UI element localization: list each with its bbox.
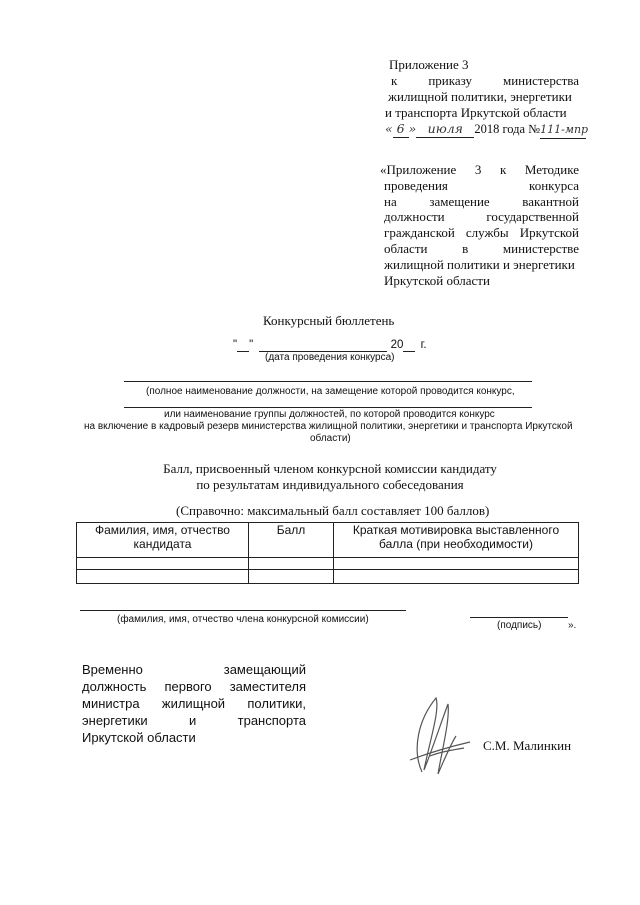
order-date-open: « <box>385 121 393 136</box>
table-row <box>77 558 579 570</box>
ballot-date-quote-close: " <box>249 339 254 351</box>
ballot-date-year-prefix: 20 <box>390 339 404 351</box>
order-appendix-word-prikazu: приказу <box>428 73 472 88</box>
official-title-line3: министра жилищной политики, <box>82 696 306 711</box>
member-name-rule <box>80 610 406 611</box>
header-score: Балл <box>249 523 334 558</box>
method-appendix-line1: «Приложение 3 к Методике <box>380 162 579 177</box>
official-title-line5: Иркутской области <box>82 730 196 745</box>
official-title-line2: должность первого заместителя <box>82 679 306 694</box>
candidate-name-cell[interactable] <box>77 558 249 570</box>
score-cell[interactable] <box>249 570 334 584</box>
header-candidate-name: Фамилия, имя, отчество кандидата <box>77 523 249 558</box>
order-appendix-line4: и транспорта Иркутской области <box>385 105 567 120</box>
position-caption: (полное наименование должности, на замещение которой проводится конкурс, <box>146 386 515 397</box>
official-title-line4: энергетики и транспорта <box>82 713 306 728</box>
score-heading-line1: Балл, присвоенный членом конкурсной комиссии кандидату <box>163 461 497 476</box>
score-heading-line2: по результатам индивидуального собеседования <box>196 477 464 492</box>
order-appendix-line3: жилищной политики, энергетики <box>388 89 572 104</box>
ballot-date-year-blank <box>403 339 415 352</box>
order-date-close: » <box>408 121 417 136</box>
member-sign-rule <box>470 617 568 618</box>
official-title-block <box>82 661 306 746</box>
candidate-name-cell[interactable] <box>77 570 249 584</box>
ballot-date-caption: (дата проведения конкурса) <box>265 352 395 363</box>
official-name: С.М. Малинкин <box>483 738 572 753</box>
method-appendix-line8: Иркутской области <box>384 272 490 288</box>
group-caption-2: на включение в кадровый резерв министерства жилищной политики, энергетики и транспорта Иркутской <box>84 421 573 432</box>
order-appendix-title: Приложение 3 <box>389 57 469 72</box>
ballot-date-month-blank <box>259 339 387 352</box>
handwritten-signature <box>400 690 480 780</box>
position-rule-2 <box>124 407 532 408</box>
order-date-line <box>385 121 589 139</box>
ballot-date-line <box>233 339 427 352</box>
ballot-date-year-suffix: г. <box>420 339 427 351</box>
header-motivation: Краткая мотивировка выставленного балла (при необходимости) <box>334 523 579 558</box>
score-heading <box>120 461 540 493</box>
method-appendix-block <box>380 162 579 288</box>
method-appendix-line3: на замещение вакантной <box>384 193 579 209</box>
score-table-header-row <box>77 523 579 558</box>
order-number: 111-мпр <box>540 122 586 139</box>
method-appendix-line2: проведения конкурса <box>384 177 579 193</box>
position-rule-1 <box>124 381 532 382</box>
group-caption-1: или наименование группы должностей, по которой проводится конкурс <box>164 409 495 420</box>
group-caption-3: области) <box>310 433 351 444</box>
motivation-cell[interactable] <box>334 570 579 584</box>
ballot-date-quote-open: " <box>233 339 238 351</box>
member-sign-caption: (подпись) <box>497 620 542 631</box>
table-row <box>77 570 579 584</box>
order-date-month: июля <box>416 121 474 138</box>
order-appendix-word-k: к <box>391 73 398 88</box>
method-appendix-line7: жилищной политики и энергетики <box>384 256 575 272</box>
ballot-date-day-blank <box>237 339 249 352</box>
official-title-line1: Временно замещающий <box>82 662 306 677</box>
order-appendix-line2 <box>389 73 579 89</box>
order-date-year: 2018 года № <box>474 122 541 136</box>
order-appendix-block <box>385 57 589 139</box>
method-appendix-line6: области в министерстве <box>384 240 579 256</box>
order-appendix-word-ministry: министерства <box>503 73 580 88</box>
ballot-title: Конкурсный бюллетень <box>263 313 395 328</box>
score-table <box>76 522 579 584</box>
method-appendix-line5: гражданской службы Иркутской <box>384 225 579 241</box>
score-cell[interactable] <box>249 558 334 570</box>
max-score-reference: (Справочно: максимальный балл составляет 100 баллов) <box>176 503 490 518</box>
closing-quote: ». <box>568 620 577 631</box>
member-name-caption: (фамилия, имя, отчество члена конкурсной комиссии) <box>117 614 369 625</box>
method-appendix-line4: должности государственной <box>384 209 579 225</box>
order-date-day: 6 <box>393 121 409 138</box>
motivation-cell[interactable] <box>334 558 579 570</box>
